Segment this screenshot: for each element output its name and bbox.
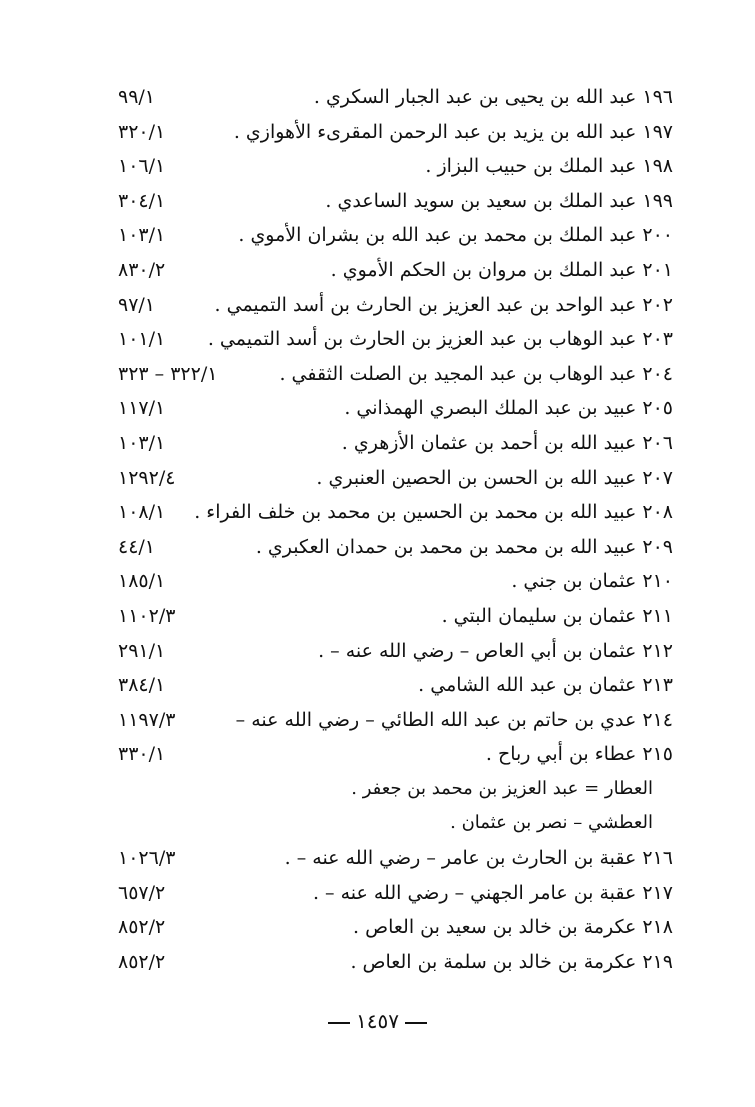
entry-reference: ١٨٥/١ xyxy=(118,570,166,593)
entry-name: عبد الملك بن حبيب البزاز . xyxy=(425,155,637,178)
entry-text xyxy=(344,395,673,421)
entry-name: عبد الوهاب بن عبد العزيز بن الحارث بن أسد التميمي . xyxy=(207,328,637,351)
entry-name: عبيد الله بن أحمد بن عثمان الأزهري . xyxy=(341,431,637,454)
entry-number: ٢٠٢ xyxy=(642,293,673,316)
entry-reference: ٣٢٢/١ – ٣٢٣ xyxy=(118,362,218,385)
entry-name: عدي بن حاتم بن عبد الله الطائي – رضي الله عنه – xyxy=(235,708,637,731)
entry-number: ١٩٦ xyxy=(642,86,673,108)
entry-number: ٢٠٦ xyxy=(642,431,673,454)
entry-number: ٢٠٨ xyxy=(642,501,673,524)
entry-number: ١٩٨ xyxy=(642,155,673,178)
index-entry xyxy=(118,603,673,638)
index-entry xyxy=(118,188,673,223)
index-entry xyxy=(118,222,673,257)
entry-reference: ٢٩١/١ xyxy=(118,639,166,662)
entry-reference: ٨٥٢/٢ xyxy=(118,950,166,973)
entry-text xyxy=(418,672,673,698)
entry-number: ٢١٤ xyxy=(642,708,673,731)
entry-name: عكرمة بن خالد بن سلمة بن العاص . xyxy=(350,950,637,973)
entry-number: ٢٠٠ xyxy=(642,224,673,247)
index-entry xyxy=(118,465,673,500)
page-number: ١٤٥٧ xyxy=(356,1009,399,1033)
entry-number: ٢١٥ xyxy=(642,743,673,766)
index-entry xyxy=(118,672,673,707)
entry-name: عبد الوهاب بن عبد المجيد بن الصلت الثقفي . xyxy=(279,362,637,385)
entry-number: ٢١٧ xyxy=(642,881,673,904)
entry-reference: ٩٩/١ xyxy=(118,86,156,108)
index-entry xyxy=(118,568,673,603)
entry-name: عقبة بن عامر الجهني – رضي الله عنه – . xyxy=(312,881,637,904)
entry-name: عبيد بن عبد الملك البصري الهمذاني . xyxy=(344,397,637,420)
entry-number: ٢١٦ xyxy=(642,847,673,870)
entry-reference: ١١٩٧/٣ xyxy=(118,708,176,731)
cross-reference-entry xyxy=(118,810,673,845)
index-entry xyxy=(118,119,673,154)
entry-text xyxy=(325,188,673,214)
entry-text xyxy=(353,914,673,940)
entry-number: ٢١٣ xyxy=(642,674,673,697)
entry-name: عكرمة بن خالد بن سعيد بن العاص . xyxy=(353,916,637,939)
entry-text xyxy=(331,257,673,283)
index-entry xyxy=(118,84,673,119)
entry-text xyxy=(342,430,673,456)
entry-reference: ١٠٨/١ xyxy=(118,501,166,524)
entry-number: ٢١١ xyxy=(642,604,673,627)
entry-number: ٢٠٣ xyxy=(642,328,673,351)
entry-number: ١٩٧ xyxy=(642,120,673,143)
entry-reference: ٣٣٠/١ xyxy=(118,743,166,766)
index-entry xyxy=(118,430,673,465)
index-entry xyxy=(118,499,673,534)
index-entry xyxy=(118,741,673,776)
entry-name: عثمان بن أبي العاص – رضي الله عنه – . xyxy=(318,639,637,662)
entry-text xyxy=(450,810,653,836)
entry-name: عثمان بن جني . xyxy=(511,570,637,593)
entry-number: ٢٠٥ xyxy=(642,397,673,420)
index-entry xyxy=(118,292,673,327)
entry-text xyxy=(442,603,673,629)
page-footer xyxy=(0,1007,755,1035)
entry-number: ٢١٩ xyxy=(642,950,673,973)
footer-dash-right xyxy=(405,1022,427,1024)
entry-text xyxy=(318,638,673,664)
footer-dash-left xyxy=(328,1022,350,1024)
entry-name: عبد الله بن يحيى بن عبد الجبار السكري . xyxy=(313,86,637,108)
entry-text xyxy=(215,292,673,318)
entry-reference: ٨٥٢/٢ xyxy=(118,916,166,939)
entry-name: عثمان بن سليمان البتي . xyxy=(441,604,637,627)
index-entry xyxy=(118,914,673,949)
index-entry xyxy=(118,361,673,396)
entry-name: عبد الملك بن مروان بن الحكم الأموي . xyxy=(330,258,637,281)
entry-text xyxy=(350,949,673,975)
entry-reference: ١٢٩٢/٤ xyxy=(118,466,176,489)
entry-number: ٢٠٤ xyxy=(642,362,673,385)
entry-reference: ١٠٣/١ xyxy=(118,224,166,247)
entry-name: العطشي – نصر بن عثمان . xyxy=(450,812,653,834)
index-entry xyxy=(118,949,673,984)
entry-name: عبد الملك بن محمد بن عبد الله بن بشران الأموي . xyxy=(238,224,637,247)
entry-text xyxy=(194,499,673,525)
entry-number: ٢١٢ xyxy=(642,639,673,662)
entry-text xyxy=(511,568,673,594)
entry-reference: ١٠٣/١ xyxy=(118,431,166,454)
entry-name: عثمان بن عبد الله الشامي . xyxy=(418,674,637,697)
entry-reference: ١٠٦/١ xyxy=(118,155,166,178)
entry-reference: ٣٢٠/١ xyxy=(118,120,166,143)
entry-text xyxy=(238,222,673,248)
entry-text xyxy=(279,361,673,387)
entry-reference: ١١٠٢/٣ xyxy=(118,604,176,627)
entry-name: العطار = عبد العزيز بن محمد بن جعفر . xyxy=(351,777,653,799)
index-list xyxy=(118,84,673,983)
entry-number: ١٩٩ xyxy=(642,189,673,212)
index-entry xyxy=(118,257,673,292)
entry-text xyxy=(256,534,673,560)
entry-reference: ١١٧/١ xyxy=(118,397,166,420)
entry-reference: ١٠٢٦/٣ xyxy=(118,847,176,870)
entry-number: ٢١٠ xyxy=(642,570,673,593)
entry-reference: ٩٧/١ xyxy=(118,293,156,316)
entry-name: عقبة بن الحارث بن عامر – رضي الله عنه – . xyxy=(284,847,637,870)
index-entry xyxy=(118,880,673,915)
entry-text xyxy=(234,119,673,145)
entry-number: ٢٠١ xyxy=(642,258,673,281)
index-entry xyxy=(118,326,673,361)
entry-text xyxy=(285,845,673,871)
entry-reference: ٤٤/١ xyxy=(118,535,156,558)
entry-text xyxy=(486,741,673,767)
entry-name: عبيد الله بن الحسن بن الحصين العنبري . xyxy=(316,466,637,489)
entry-name: عطاء بن أبي رباح . xyxy=(485,743,637,766)
index-entry xyxy=(118,638,673,673)
entry-number: ٢٠٩ xyxy=(642,535,673,558)
entry-text xyxy=(313,880,673,906)
index-entry xyxy=(118,534,673,569)
entry-text xyxy=(236,707,673,733)
entry-reference: ٣٠٤/١ xyxy=(118,189,166,212)
entry-name: عبد الواحد بن عبد العزيز بن الحارث بن أسد التميمي . xyxy=(214,293,637,316)
entry-text xyxy=(351,776,653,802)
entry-name: عبيد الله بن محمد بن محمد بن حمدان العكبري . xyxy=(255,535,637,558)
entry-reference: ٦٥٧/٢ xyxy=(118,881,166,904)
entry-reference: ٨٣٠/٢ xyxy=(118,258,166,281)
entry-reference: ٣٨٤/١ xyxy=(118,674,166,697)
entry-reference: ١٠١/١ xyxy=(118,328,166,351)
entry-name: عبد الملك بن سعيد بن سويد الساعدي . xyxy=(325,189,637,212)
index-entry xyxy=(118,707,673,742)
cross-reference-entry xyxy=(118,776,673,811)
entry-text xyxy=(316,465,673,491)
entry-name: عبيد الله بن محمد بن الحسين بن محمد بن خلف الفراء . xyxy=(194,501,637,524)
entry-text xyxy=(208,326,673,352)
entry-number: ٢١٨ xyxy=(642,916,673,939)
entry-name: عبد الله بن يزيد بن عبد الرحمن المقرىء الأهوازي . xyxy=(233,120,637,143)
index-entry xyxy=(118,395,673,430)
index-entry xyxy=(118,845,673,880)
index-entry xyxy=(118,153,673,188)
entry-text xyxy=(314,84,673,110)
entry-text xyxy=(425,153,673,179)
entry-number: ٢٠٧ xyxy=(642,466,673,489)
